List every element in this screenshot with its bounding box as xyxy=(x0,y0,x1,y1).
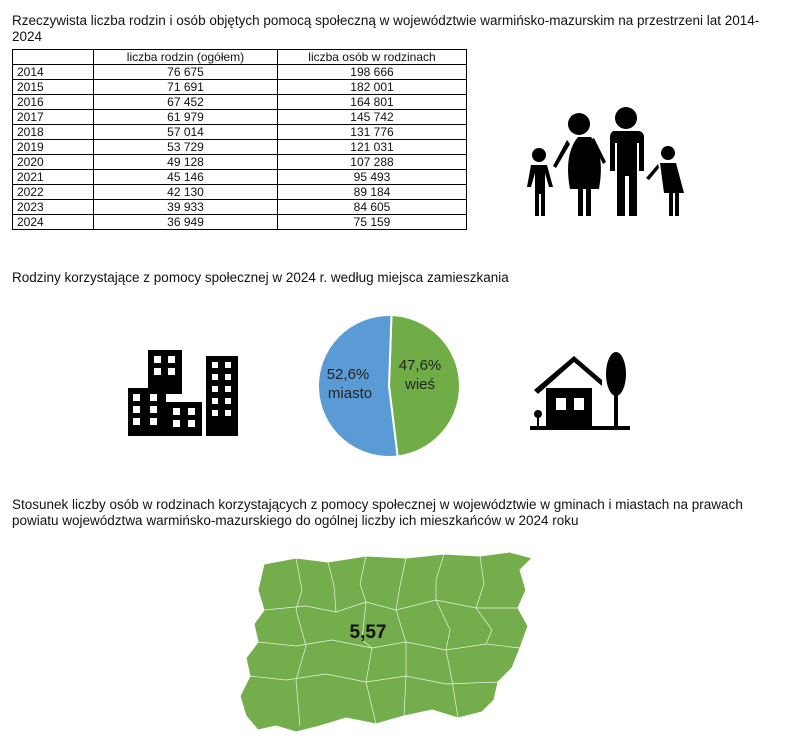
persons-cell: 107 288 xyxy=(278,155,467,170)
year-cell: 2020 xyxy=(13,155,94,170)
family-icon xyxy=(522,106,686,216)
families-cell: 45 146 xyxy=(94,170,278,185)
persons-cell: 131 776 xyxy=(278,125,467,140)
families-cell: 49 128 xyxy=(94,155,278,170)
families-cell: 67 452 xyxy=(94,95,278,110)
data-table xyxy=(12,49,467,230)
year-cell: 2019 xyxy=(13,140,94,155)
map-value-label: 5,57 xyxy=(349,622,387,643)
table-row xyxy=(13,170,467,185)
pie-label-miasto-value: 52,6% xyxy=(326,366,370,383)
table-row xyxy=(13,95,467,110)
families-cell: 53 729 xyxy=(94,140,278,155)
families-cell: 57 014 xyxy=(94,125,278,140)
year-cell: 2015 xyxy=(13,80,94,95)
pie-title: Rodziny korzystające z pomocy społecznej w 2024 r. według miejsca zamieszkania xyxy=(12,270,509,285)
table-body xyxy=(13,65,467,230)
year-cell: 2014 xyxy=(13,65,94,80)
persons-cell: 95 493 xyxy=(278,170,467,185)
city-buildings-icon xyxy=(128,350,240,436)
header-persons: liczba osób w rodzinach xyxy=(278,50,467,65)
region-map xyxy=(236,550,536,735)
persons-cell: 84 605 xyxy=(278,200,467,215)
house-tree-icon xyxy=(530,350,630,430)
pie-chart xyxy=(316,313,462,459)
year-cell: 2021 xyxy=(13,170,94,185)
pie-label-wies-value: 47,6% xyxy=(398,357,442,374)
table-title: Rzeczywista liczba rodzin i osób objętych pomocą społeczną w województwie warmińsko-mazurskim na przestrzeni lat 2014-2024 xyxy=(12,13,760,44)
table-row xyxy=(13,110,467,125)
families-cell: 71 691 xyxy=(94,80,278,95)
year-cell: 2023 xyxy=(13,200,94,215)
persons-cell: 89 184 xyxy=(278,185,467,200)
table-row xyxy=(13,65,467,80)
families-cell: 42 130 xyxy=(94,185,278,200)
families-cell: 36 949 xyxy=(94,215,278,230)
table-row xyxy=(13,155,467,170)
year-cell: 2018 xyxy=(13,125,94,140)
table-row xyxy=(13,215,467,230)
map-title: Stosunek liczby osób w rodzinach korzystających z pomocy społecznej w województwie w gminach i miastach na prawach powiatu województwa warmińsko-mazurskiego do ogólnej liczby ich mieszkańców w 2024 roku xyxy=(12,497,743,528)
table-row xyxy=(13,140,467,155)
persons-cell: 182 001 xyxy=(278,80,467,95)
pie-label-miasto-name: miasto xyxy=(327,385,373,402)
year-cell: 2017 xyxy=(13,110,94,125)
table-row xyxy=(13,200,467,215)
year-cell: 2022 xyxy=(13,185,94,200)
table-row xyxy=(13,80,467,95)
year-cell: 2016 xyxy=(13,95,94,110)
families-cell: 39 933 xyxy=(94,200,278,215)
table-header-row xyxy=(13,50,467,65)
table-row xyxy=(13,185,467,200)
families-cell: 61 979 xyxy=(94,110,278,125)
year-cell: 2024 xyxy=(13,215,94,230)
persons-cell: 145 742 xyxy=(278,110,467,125)
header-families: liczba rodzin (ogółem) xyxy=(94,50,278,65)
persons-cell: 164 801 xyxy=(278,95,467,110)
persons-cell: 121 031 xyxy=(278,140,467,155)
persons-cell: 198 666 xyxy=(278,65,467,80)
pie-label-wies-name: wieś xyxy=(404,376,436,393)
table-row xyxy=(13,125,467,140)
families-cell: 76 675 xyxy=(94,65,278,80)
persons-cell: 75 159 xyxy=(278,215,467,230)
header-year xyxy=(13,50,94,65)
